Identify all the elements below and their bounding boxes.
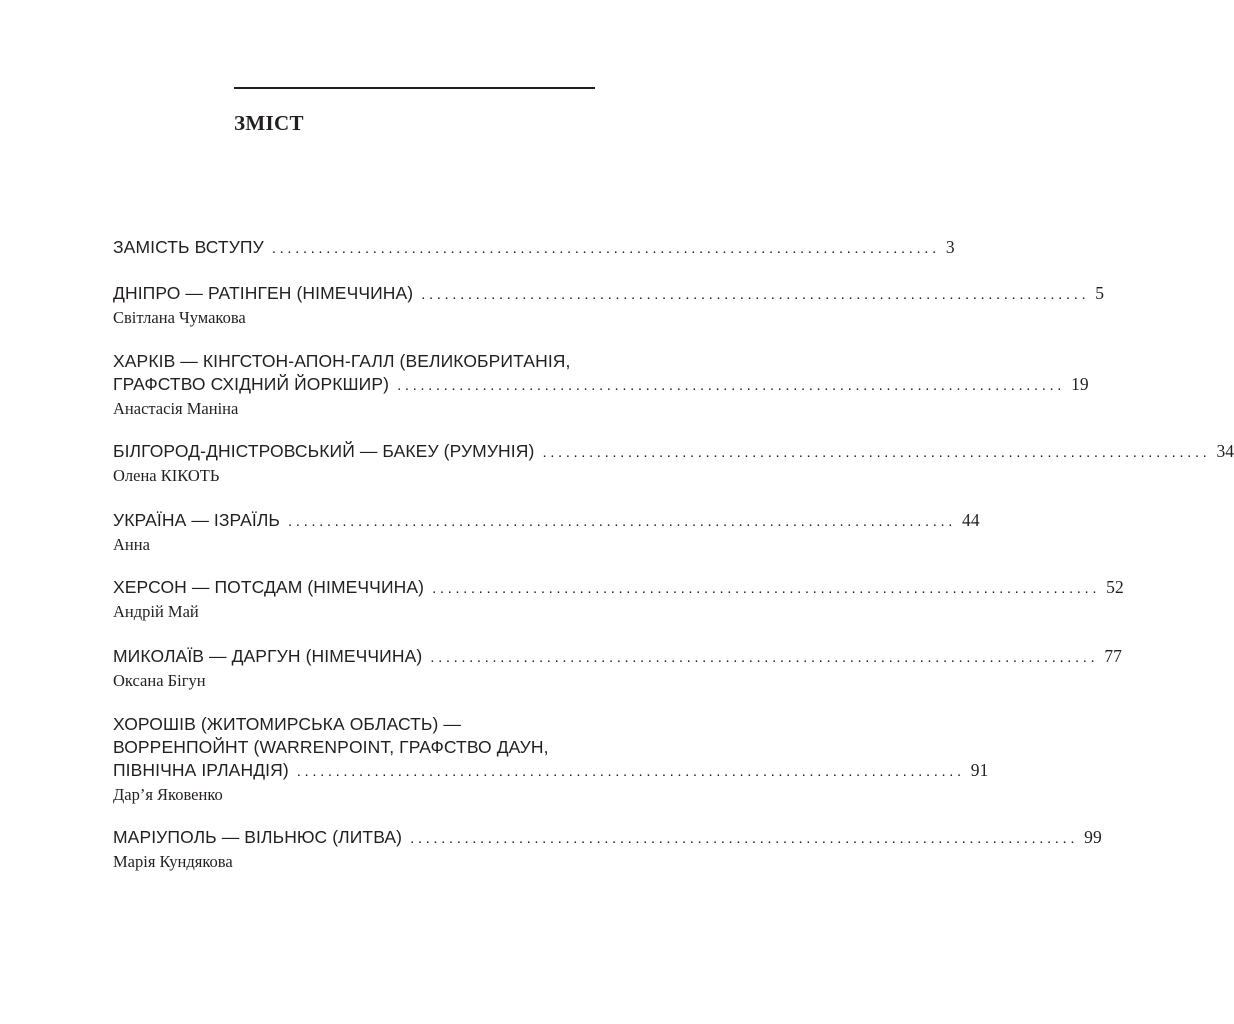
dot-leader: ...................................................................................... <box>296 763 965 780</box>
toc-entry-page: 77 <box>1104 646 1123 666</box>
toc-entry[interactable] <box>113 350 1089 420</box>
dot-leader: ...................................................................................... <box>421 286 1090 303</box>
toc-entry-page: 3 <box>945 237 955 257</box>
toc-entry-author: Анна <box>113 535 150 554</box>
toc-entry-title-line <box>113 759 989 783</box>
toc-entry-title: ХЕРСОН — ПОТСДАМ (НІМЕЧЧИНА) <box>113 577 425 597</box>
toc-entry-page: 34 <box>1216 441 1234 461</box>
toc-entry-title: ГРАФСТВО СХІДНИЙ ЙОРКШИР) <box>113 374 390 394</box>
toc-entry-author: Андрій Май <box>113 602 199 621</box>
dot-leader: ...................................................................................... <box>410 830 1079 847</box>
toc-entry-page: 19 <box>1071 374 1089 394</box>
toc-entry-page: 5 <box>1095 283 1105 303</box>
toc-entry[interactable] <box>113 826 1102 873</box>
toc-entry-title-continued: ХАРКІВ — КІНГСТОН-АПОН-ГАЛЛ (ВЕЛИКОБРИТАНІЯ, <box>113 351 571 371</box>
toc-entry[interactable] <box>113 576 1124 623</box>
toc-entry-author: Марія Кундякова <box>113 852 233 871</box>
toc-entry-author: Анастасія Маніна <box>113 399 239 418</box>
toc-entry-title-line <box>113 509 980 533</box>
toc-entry-title: ДНІПРО — РАТІНГЕН (НІМЕЧЧИНА) <box>113 283 414 303</box>
toc-entry[interactable] <box>113 713 989 806</box>
toc-entry-title-line <box>113 576 1124 600</box>
toc-entry-author: Оксана Бігун <box>113 671 206 690</box>
toc-entry[interactable] <box>113 282 1105 329</box>
toc-entry-title-line <box>113 440 1234 464</box>
toc-entry-title-line <box>113 826 1102 850</box>
toc-entry-author: Дар’я Яковенко <box>113 785 223 804</box>
dot-leader: ...................................................................................... <box>271 240 940 257</box>
toc-entry[interactable] <box>113 645 1123 692</box>
toc-entry-title-continued: ВОРРЕНПОЙНТ (WARRENPOINT, ГРАФСТВО ДАУН, <box>113 737 549 757</box>
toc-entry-title-continued: ХОРОШІВ (ЖИТОМИРСЬКА ОБЛАСТЬ) — <box>113 714 461 734</box>
toc-entry[interactable] <box>113 236 955 260</box>
toc-entry-title: ПІВНІЧНА ІРЛАНДІЯ) <box>113 760 289 780</box>
toc-entry-title-line <box>113 236 955 260</box>
toc-entry-title-line <box>113 373 1089 397</box>
toc-entry-page: 99 <box>1084 827 1102 847</box>
toc-entry-title: МИКОЛАЇВ — ДАРГУН (НІМЕЧЧИНА) <box>113 646 423 666</box>
dot-leader: ...................................................................................... <box>542 444 1211 461</box>
toc-entry-title-line <box>113 282 1105 306</box>
toc-entry-page: 91 <box>970 760 989 780</box>
toc-entry-title: ЗАМІСТЬ ВСТУПУ <box>113 237 264 257</box>
toc-entry-author: Світлана Чумакова <box>113 308 246 327</box>
toc-entry-page: 52 <box>1106 577 1124 597</box>
toc-entry-title: БІЛГОРОД-ДНІСТРОВСЬКИЙ — БАКЕУ (РУМУНІЯ) <box>113 441 535 461</box>
dot-leader: ...................................................................................... <box>397 377 1066 394</box>
toc-entry-title: МАРІУПОЛЬ — ВІЛЬНЮС (ЛИТВА) <box>113 827 403 847</box>
toc-entry[interactable] <box>113 440 1234 487</box>
toc-entry-author: Олена КІКОТЬ <box>113 466 220 485</box>
dot-leader: ...................................................................................... <box>430 649 1099 666</box>
dot-leader: ...................................................................................... <box>432 580 1101 597</box>
toc-entry-page: 44 <box>962 510 980 530</box>
top-rule <box>234 87 595 89</box>
dot-leader: ...................................................................................... <box>288 513 957 530</box>
toc-entry-title: УКРАЇНА — ІЗРАЇЛЬ <box>113 510 281 530</box>
toc-entry-title-line <box>113 645 1123 669</box>
toc-entry[interactable] <box>113 509 980 556</box>
page-title: ЗМІСТ <box>234 111 304 135</box>
